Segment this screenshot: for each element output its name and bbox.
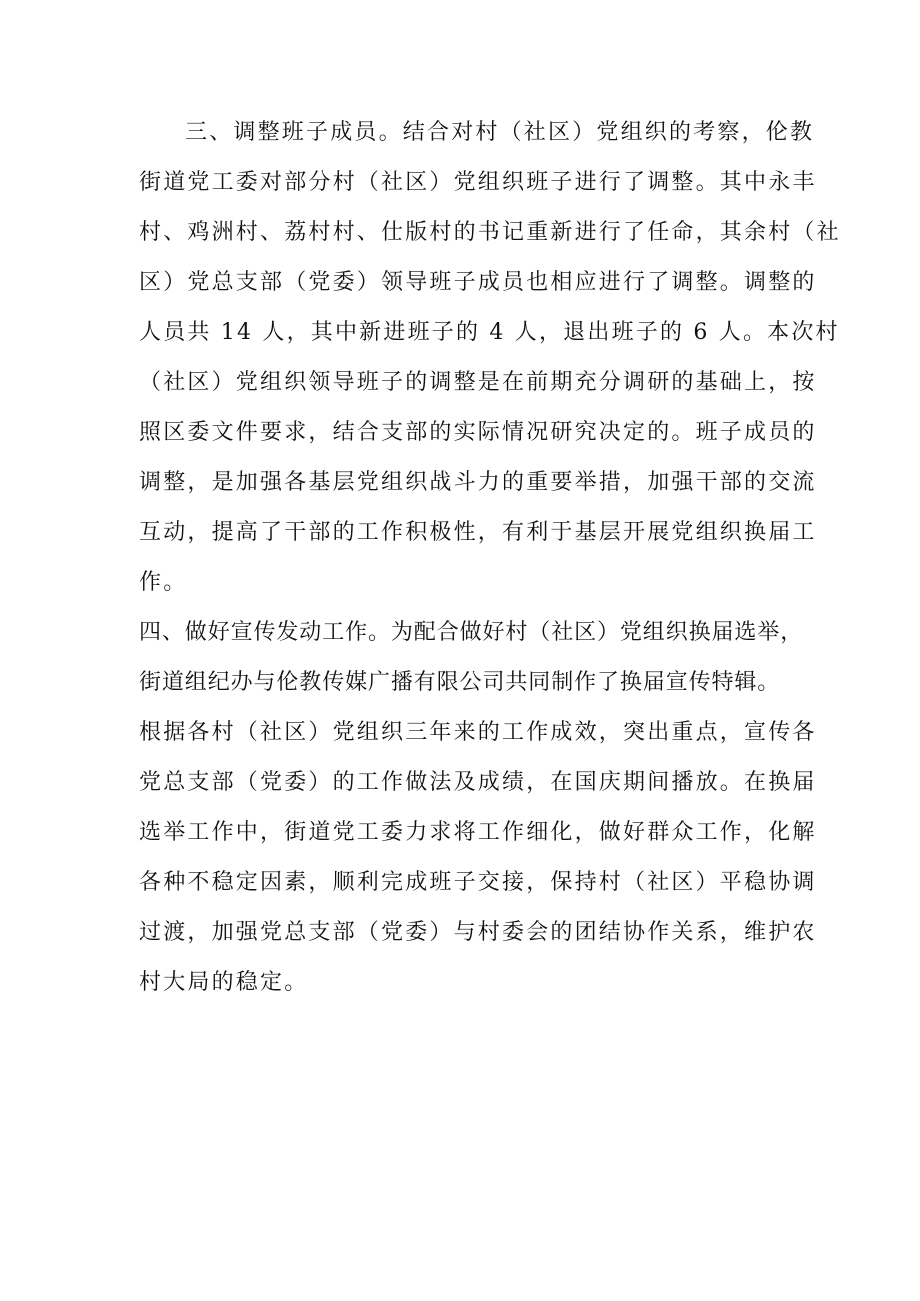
paragraph-line: 照区委文件要求，结合支部的实际情况研究决定的。班子成员的 (139, 420, 817, 445)
paragraph-line: 三、调整班子成员。结合对村（社区）党组织的考察，伦教 (185, 120, 815, 145)
paragraph-line: 街道组纪办与伦教传媒广播有限公司共同制作了换届宣传特辑。 (139, 670, 781, 695)
paragraph-line: 过渡，加强党总支部（党委）与村委会的团结协作关系，维护农 (139, 920, 817, 945)
paragraph-line: 选举工作中，街道党工委力求将工作细化，做好群众工作，化解 (139, 820, 817, 845)
paragraph-line: （社区）党组织领导班子的调整是在前期充分调研的基础上，按 (139, 370, 817, 395)
paragraph-line: 人员共 14 人，其中新进班子的 4 人，退出班子的 6 人。本次村 (139, 320, 840, 345)
paragraph-line: 村、鸡洲村、荔村村、仕版村的书记重新进行了任命，其余村（社 (139, 220, 841, 245)
paragraph-line: 根据各村（社区）党组织三年来的工作成效，突出重点，宣传各 (139, 720, 817, 745)
paragraph-line: 互动，提高了干部的工作积极性，有利于基层开展党组织换届工 (139, 520, 817, 545)
paragraph-line: 党总支部（党委）的工作做法及成绩，在国庆期间播放。在换届 (139, 770, 817, 795)
paragraph-line: 各种不稳定因素，顺利完成班子交接，保持村（社区）平稳协调 (139, 870, 817, 895)
paragraph-line: 四、做好宣传发动工作。为配合做好村（社区）党组织换届选举， (139, 620, 804, 645)
paragraph-line: 区）党总支部（党委）领导班子成员也相应进行了调整。调整的 (139, 270, 817, 295)
paragraph-line: 作。 (139, 570, 188, 595)
paragraph-line: 调整，是加强各基层党组织战斗力的重要举措，加强干部的交流 (139, 470, 817, 495)
paragraph-line: 街道党工委对部分村（社区）党组织班子进行了调整。其中永丰 (139, 170, 817, 195)
paragraph-line: 村大局的稳定。 (139, 970, 309, 995)
